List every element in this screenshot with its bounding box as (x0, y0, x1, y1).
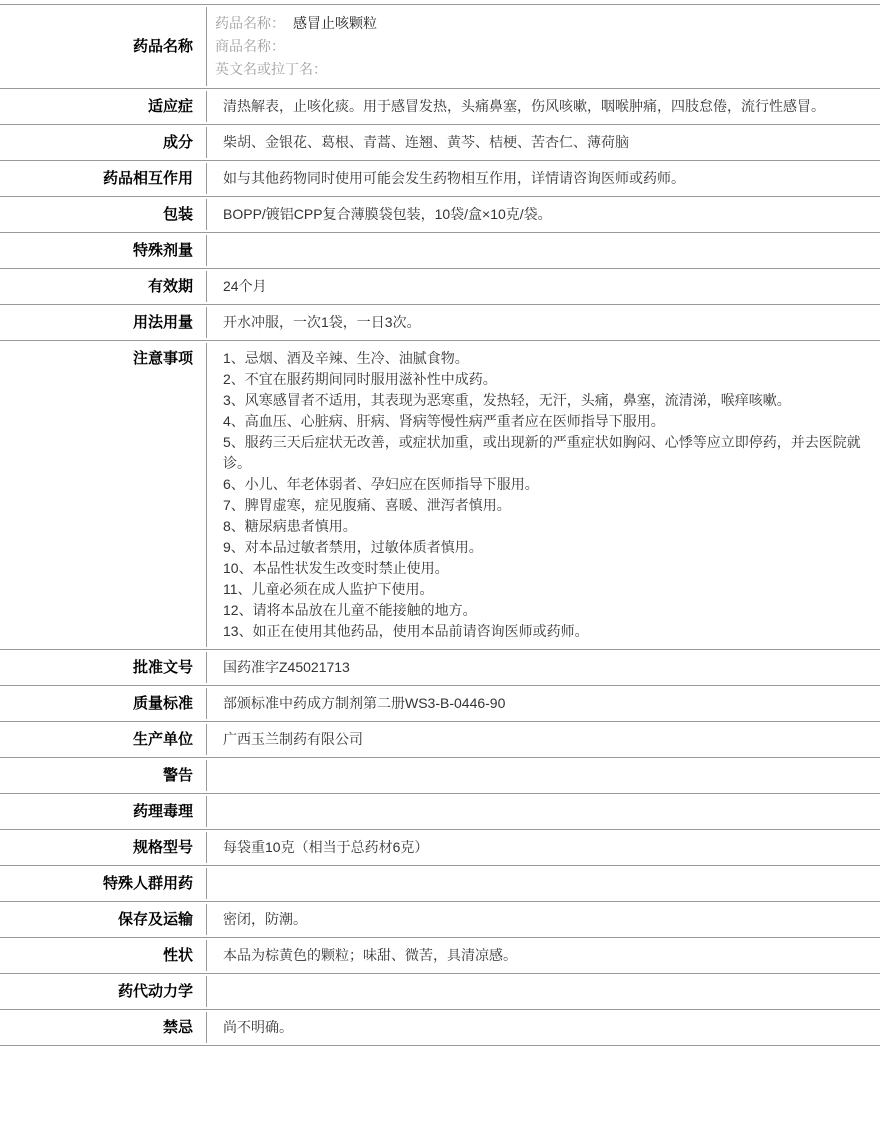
row-value (206, 343, 880, 647)
row-value: 国药准字Z45021713 (206, 652, 880, 683)
trade-name-caption: 商品名称： (215, 38, 285, 54)
notice-item: 5、服药三天后症状无改善，或症状加重，或出现新的严重症状如胸闷、心悸等应立即停药，并去医院就诊。 (223, 434, 861, 471)
drug-name-caption: 药品名称： (215, 15, 285, 31)
row-value: 广西玉兰制药有限公司 (206, 724, 880, 755)
row-label: 规格型号 (132, 839, 193, 856)
table-row-ingredients (0, 124, 880, 160)
row-value: 尚不明确。 (206, 1012, 880, 1043)
row-label: 有效期 (147, 278, 193, 295)
table-row-drug-name (0, 4, 880, 88)
row-label: 生产单位 (132, 731, 193, 748)
table-row-pharmacology (0, 793, 880, 829)
row-value: 开水冲服，一次1袋，一日3次。 (206, 307, 880, 338)
notice-item: 6、小儿、年老体弱者、孕妇应在医师指导下服用。 (223, 476, 539, 492)
notice-item: 9、对本品过敏者禁用，过敏体质者慎用。 (223, 539, 483, 555)
table-row-manufacturer (0, 721, 880, 757)
row-label: 性状 (162, 947, 193, 964)
drug-name-value: 感冒止咳颗粒 (293, 15, 377, 31)
notice-item: 3、风寒感冒者不适用，其表现为恶寒重，发热轻，无汗，头痛，鼻塞，流清涕，喉痒咳嗽。 (223, 392, 791, 408)
row-label: 药理毒理 (132, 803, 193, 820)
table-row-appearance (0, 937, 880, 973)
drug-name-line (215, 12, 870, 35)
row-label: 用法用量 (132, 314, 193, 331)
notice-item: 12、请将本品放在儿童不能接触的地方。 (223, 602, 477, 618)
notice-item: 2、不宜在服药期间同时服用滋补性中成药。 (223, 371, 497, 387)
table-row-warning (0, 757, 880, 793)
row-value: 密闭，防潮。 (206, 904, 880, 935)
notice-item: 7、脾胃虚寒，症见腹痛、喜暖、泄泻者慎用。 (223, 497, 511, 513)
row-label: 包装 (162, 206, 193, 223)
row-label: 适应症 (147, 98, 193, 115)
row-value (206, 235, 880, 266)
table-row-quality-standard (0, 685, 880, 721)
row-label: 警告 (162, 767, 193, 784)
row-value (206, 796, 880, 827)
row-value: 部颁标准中药成方制剂第二册WS3-B-0446-90 (206, 688, 880, 719)
row-label: 药品名称 (132, 38, 193, 55)
table-row-contraindications (0, 1009, 880, 1045)
row-value: 24个月 (206, 271, 880, 302)
table-row-special-populations (0, 865, 880, 901)
notice-item: 11、儿童必须在成人监护下使用。 (223, 581, 434, 597)
row-label: 质量标准 (132, 695, 193, 712)
row-label: 特殊剂量 (132, 242, 193, 259)
table-row-storage (0, 901, 880, 937)
table-row-shelf-life (0, 268, 880, 304)
trade-name-line (215, 35, 870, 58)
notice-item: 4、高血压、心脏病、肝病、肾病等慢性病严重者应在医师指导下服用。 (223, 413, 665, 429)
english-name-caption: 英文名或拉丁名： (215, 61, 327, 77)
row-label: 禁忌 (162, 1019, 193, 1036)
table-row-interactions (0, 160, 880, 196)
drug-info-table (0, 4, 880, 1046)
row-label: 成分 (162, 134, 193, 151)
row-label: 注意事项 (132, 350, 193, 367)
table-row-packaging (0, 196, 880, 232)
row-value: 柴胡、金银花、葛根、青蒿、连翘、黄芩、桔梗、苦杏仁、薄荷脑 (206, 127, 880, 158)
row-label: 药品相互作用 (102, 170, 193, 187)
row-label: 药代动力学 (117, 983, 193, 1000)
table-row-approval-number (0, 649, 880, 685)
row-value: 本品为棕黄色的颗粒；味甜、微苦，具清凉感。 (206, 940, 880, 971)
row-label: 保存及运输 (117, 911, 193, 928)
row-value: BOPP/镀铝CPP复合薄膜袋包装，10袋/盒×10克/袋。 (206, 199, 880, 230)
row-value (206, 760, 880, 791)
row-value: 每袋重10克（相当于总药材6克） (206, 832, 880, 863)
table-row-specification (0, 829, 880, 865)
table-row-precautions (0, 340, 880, 649)
table-row-pharmacokinetics (0, 973, 880, 1009)
table-row-special-dosage (0, 232, 880, 268)
row-value (206, 868, 880, 899)
notice-item: 1、忌烟、酒及辛辣、生冷、油腻食物。 (223, 350, 469, 366)
table-row-indications (0, 88, 880, 124)
notice-item: 8、糖尿病患者慎用。 (223, 518, 357, 534)
row-value: 如与其他药物同时使用可能会发生药物相互作用，详情请咨询医师或药师。 (206, 163, 880, 194)
row-value (206, 976, 880, 1007)
notice-item: 10、本品性状发生改变时禁止使用。 (223, 560, 449, 576)
row-label: 特殊人群用药 (102, 875, 193, 892)
row-label: 批准文号 (132, 659, 193, 676)
notice-item: 13、如正在使用其他药品，使用本品前请咨询医师或药师。 (223, 623, 589, 639)
row-value (206, 7, 880, 86)
english-name-line (215, 58, 870, 81)
row-value: 清热解表，止咳化痰。用于感冒发热，头痛鼻塞，伤风咳嗽，咽喉肿痛，四肢怠倦，流行性感冒。 (206, 91, 880, 122)
table-row-dosage (0, 304, 880, 340)
